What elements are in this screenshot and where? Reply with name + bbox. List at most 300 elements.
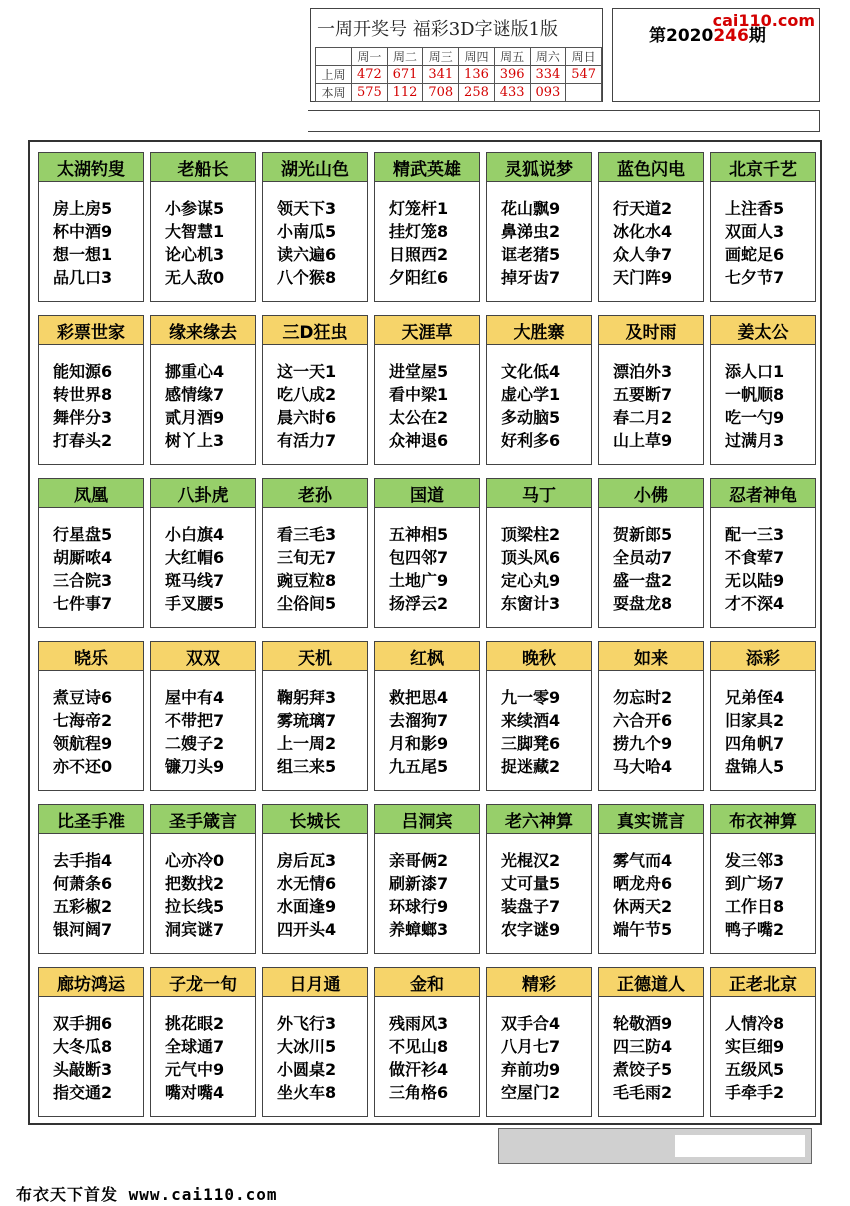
riddle-line: 行星盘5 bbox=[53, 525, 113, 544]
riddle-line: 五彩椒2 bbox=[53, 897, 113, 916]
riddle-cell bbox=[374, 478, 480, 628]
riddle-line: 领航程9 bbox=[53, 734, 113, 753]
cell-author-name: 忍者神龟 bbox=[711, 479, 815, 508]
cell-author-name: 太湖钓叟 bbox=[39, 153, 143, 182]
riddle-line: 配一三3 bbox=[725, 525, 785, 544]
riddle-line: 勿忘时2 bbox=[613, 688, 673, 707]
day-header: 周六 bbox=[530, 48, 566, 66]
cell-riddle-lines bbox=[599, 834, 703, 941]
cell-author-name: 如来 bbox=[599, 642, 703, 671]
cell-author-name: 圣手箴言 bbox=[151, 805, 255, 834]
cell-author-name: 灵狐说梦 bbox=[487, 153, 591, 182]
cell-riddle-lines bbox=[599, 345, 703, 452]
cell-riddle-lines bbox=[263, 834, 367, 941]
riddle-line: 屋中有4 bbox=[165, 688, 225, 707]
riddle-line: 吃一勺9 bbox=[725, 408, 785, 427]
riddle-line: 月和影9 bbox=[389, 734, 449, 753]
day-header: 周五 bbox=[494, 48, 530, 66]
cell-riddle-lines bbox=[375, 671, 479, 778]
riddle-cell bbox=[262, 804, 368, 954]
cell-author-name: 晓乐 bbox=[39, 642, 143, 671]
riddle-line: 四三防4 bbox=[613, 1037, 673, 1056]
riddle-line: 鞠躬拜3 bbox=[277, 688, 337, 707]
riddle-cell bbox=[150, 804, 256, 954]
riddle-line: 四开头4 bbox=[277, 920, 337, 939]
riddle-cell bbox=[150, 478, 256, 628]
riddle-line: 领天下3 bbox=[277, 199, 337, 218]
riddle-line: 夕阳红6 bbox=[389, 268, 449, 287]
riddle-cell bbox=[262, 478, 368, 628]
riddle-line: 看三毛3 bbox=[277, 525, 337, 544]
draw-number: 396 bbox=[494, 66, 530, 84]
riddle-cell bbox=[710, 478, 816, 628]
riddle-cell bbox=[710, 152, 816, 302]
cell-riddle-lines bbox=[263, 182, 367, 289]
riddle-line: 太公在2 bbox=[389, 408, 449, 427]
cell-author-name: 北京千艺 bbox=[711, 153, 815, 182]
cell-author-name: 老六神算 bbox=[487, 805, 591, 834]
riddle-line: 日照西2 bbox=[389, 245, 449, 264]
riddle-cell bbox=[598, 641, 704, 791]
riddle-line: 捞九个9 bbox=[613, 734, 673, 753]
riddle-line: 众神退6 bbox=[389, 431, 449, 450]
riddle-line: 头敲断3 bbox=[53, 1060, 113, 1079]
cell-author-name: 缘来缘去 bbox=[151, 316, 255, 345]
cell-author-name: 八卦虎 bbox=[151, 479, 255, 508]
riddle-grid bbox=[28, 140, 822, 1125]
riddle-line: 挪重心4 bbox=[165, 362, 225, 381]
cell-author-name: 天机 bbox=[263, 642, 367, 671]
riddle-line: 坐火车8 bbox=[277, 1083, 337, 1102]
riddle-line: 弃前功9 bbox=[501, 1060, 561, 1079]
riddle-line: 发三邻3 bbox=[725, 851, 785, 870]
riddle-cell bbox=[486, 152, 592, 302]
riddle-line: 灯笼杆1 bbox=[389, 199, 449, 218]
riddle-line: 捉迷藏2 bbox=[501, 757, 561, 776]
riddle-line: 洞宾谜7 bbox=[165, 920, 225, 939]
draw-number: 575 bbox=[352, 84, 388, 102]
cell-riddle-lines bbox=[39, 997, 143, 1104]
riddle-cell bbox=[486, 804, 592, 954]
riddle-line: 花山飘9 bbox=[501, 199, 561, 218]
riddle-line: 无人敌0 bbox=[165, 268, 225, 287]
cell-riddle-lines bbox=[151, 834, 255, 941]
riddle-cell bbox=[710, 804, 816, 954]
cell-author-name: 金和 bbox=[375, 968, 479, 997]
riddle-line: 转世界8 bbox=[53, 385, 113, 404]
cell-riddle-lines bbox=[711, 508, 815, 615]
cell-author-name: 双双 bbox=[151, 642, 255, 671]
riddle-line: 实巨细9 bbox=[725, 1037, 785, 1056]
riddle-line: 挑花眼2 bbox=[165, 1014, 225, 1033]
riddle-line: 外飞行3 bbox=[277, 1014, 337, 1033]
riddle-cell bbox=[374, 804, 480, 954]
riddle-cell bbox=[262, 152, 368, 302]
riddle-line: 行天道2 bbox=[613, 199, 673, 218]
draw-number: 671 bbox=[387, 66, 423, 84]
cell-author-name: 天涯草 bbox=[375, 316, 479, 345]
cell-riddle-lines bbox=[599, 508, 703, 615]
riddle-cell bbox=[374, 967, 480, 1117]
cell-riddle-lines bbox=[487, 345, 591, 452]
riddle-line: 挂灯笼8 bbox=[389, 222, 449, 241]
cell-riddle-lines bbox=[711, 671, 815, 778]
cell-author-name: 红枫 bbox=[375, 642, 479, 671]
footer-box-inner bbox=[675, 1135, 805, 1157]
riddle-line: 杯中酒9 bbox=[53, 222, 113, 241]
riddle-line: 三角格6 bbox=[389, 1083, 449, 1102]
riddle-line: 贰月酒9 bbox=[165, 408, 225, 427]
issue-box bbox=[612, 8, 820, 102]
draw-number: 112 bbox=[387, 84, 423, 102]
riddle-line: 小白旗4 bbox=[165, 525, 225, 544]
riddle-line: 土地广9 bbox=[389, 571, 449, 590]
cell-author-name: 老孙 bbox=[263, 479, 367, 508]
riddle-cell bbox=[710, 315, 816, 465]
riddle-line: 嘴对嘴4 bbox=[165, 1083, 225, 1102]
cell-author-name: 姜太公 bbox=[711, 316, 815, 345]
riddle-line: 顶梁柱2 bbox=[501, 525, 561, 544]
riddle-cell bbox=[374, 641, 480, 791]
riddle-line: 读六遍6 bbox=[277, 245, 337, 264]
riddle-line: 雾气而4 bbox=[613, 851, 673, 870]
riddle-line: 镰刀头9 bbox=[165, 757, 225, 776]
riddle-line: 双手拥6 bbox=[53, 1014, 113, 1033]
riddle-line: 去溜狗7 bbox=[389, 711, 449, 730]
riddle-line: 鼻涕虫2 bbox=[501, 222, 561, 241]
riddle-line: 旧家具2 bbox=[725, 711, 785, 730]
riddle-line: 尘俗间5 bbox=[277, 594, 337, 613]
riddle-cell bbox=[598, 315, 704, 465]
riddle-line: 组三来5 bbox=[277, 757, 337, 776]
riddle-line: 亲哥俩2 bbox=[389, 851, 449, 870]
riddle-line: 做汗衫4 bbox=[389, 1060, 449, 1079]
cell-author-name: 国道 bbox=[375, 479, 479, 508]
riddle-cell bbox=[486, 641, 592, 791]
riddle-line: 想一想1 bbox=[53, 245, 113, 264]
riddle-line: 过满月3 bbox=[725, 431, 785, 450]
cell-author-name: 及时雨 bbox=[599, 316, 703, 345]
riddle-line: 拉长线5 bbox=[165, 897, 225, 916]
cell-author-name: 精彩 bbox=[487, 968, 591, 997]
site-link[interactable]: cai110.com bbox=[712, 11, 815, 30]
cell-riddle-lines bbox=[487, 182, 591, 289]
riddle-line: 春二月2 bbox=[613, 408, 673, 427]
cell-author-name: 真实谎言 bbox=[599, 805, 703, 834]
riddle-line: 有活力7 bbox=[277, 431, 337, 450]
riddle-line: 包四邻7 bbox=[389, 548, 449, 567]
cell-riddle-lines bbox=[487, 508, 591, 615]
riddle-line: 毛毛雨2 bbox=[613, 1083, 673, 1102]
cell-riddle-lines bbox=[711, 182, 815, 289]
cell-riddle-lines bbox=[375, 182, 479, 289]
riddle-cell bbox=[38, 152, 144, 302]
this-week-label: 本周 bbox=[316, 84, 352, 102]
cell-riddle-lines bbox=[711, 997, 815, 1104]
cell-riddle-lines bbox=[263, 671, 367, 778]
riddle-line: 能知源6 bbox=[53, 362, 113, 381]
cell-author-name: 廊坊鸿运 bbox=[39, 968, 143, 997]
riddle-line: 到广场7 bbox=[725, 874, 785, 893]
day-header: 周一 bbox=[352, 48, 388, 66]
riddle-line: 心亦冷0 bbox=[165, 851, 225, 870]
riddle-line: 五神相5 bbox=[389, 525, 449, 544]
cell-riddle-lines bbox=[375, 508, 479, 615]
riddle-cell bbox=[150, 967, 256, 1117]
cell-riddle-lines bbox=[599, 182, 703, 289]
riddle-line: 定心丸9 bbox=[501, 571, 561, 590]
draw-number: 341 bbox=[423, 66, 459, 84]
separator-bar bbox=[308, 110, 820, 132]
cell-author-name: 正德道人 bbox=[599, 968, 703, 997]
cell-riddle-lines bbox=[711, 345, 815, 452]
riddle-line: 何萧条6 bbox=[53, 874, 113, 893]
riddle-line: 好利多6 bbox=[501, 431, 561, 450]
issue-suffix: 期 bbox=[748, 26, 766, 46]
cell-riddle-lines bbox=[487, 997, 591, 1104]
riddle-line: 二嫂子2 bbox=[165, 734, 225, 753]
issue-prefix: 第2020 bbox=[649, 26, 714, 46]
draw-number: 093 bbox=[530, 84, 566, 102]
riddle-line: 双面人3 bbox=[725, 222, 785, 241]
riddle-line: 房上房5 bbox=[53, 199, 113, 218]
cell-riddle-lines bbox=[151, 997, 255, 1104]
riddle-line: 诓老猪5 bbox=[501, 245, 561, 264]
cell-author-name: 凤凰 bbox=[39, 479, 143, 508]
issue-number bbox=[649, 21, 766, 46]
riddle-line: 水面逢9 bbox=[277, 897, 337, 916]
riddle-line: 不带把7 bbox=[165, 711, 225, 730]
riddle-line: 贺新郎5 bbox=[613, 525, 673, 544]
riddle-line: 装盘子7 bbox=[501, 897, 561, 916]
riddle-cell bbox=[38, 315, 144, 465]
riddle-line: 看中梁1 bbox=[389, 385, 449, 404]
cell-riddle-lines bbox=[39, 182, 143, 289]
cell-author-name: 湖光山色 bbox=[263, 153, 367, 182]
riddle-cell bbox=[262, 315, 368, 465]
riddle-line: 人情冷8 bbox=[725, 1014, 785, 1033]
riddle-line: 五要断7 bbox=[613, 385, 673, 404]
riddle-line: 文化低4 bbox=[501, 362, 561, 381]
riddle-line: 论心机3 bbox=[165, 245, 225, 264]
riddle-line: 空屋门2 bbox=[501, 1083, 561, 1102]
cell-riddle-lines bbox=[487, 834, 591, 941]
riddle-line: 胡厮哝4 bbox=[53, 548, 113, 567]
riddle-line: 煮豆诗6 bbox=[53, 688, 113, 707]
riddle-line: 晒龙舟6 bbox=[613, 874, 673, 893]
cell-author-name: 精武英雄 bbox=[375, 153, 479, 182]
riddle-line: 众人争7 bbox=[613, 245, 673, 264]
riddle-line: 上注香5 bbox=[725, 199, 785, 218]
riddle-line: 水无情6 bbox=[277, 874, 337, 893]
riddle-line: 三脚凳6 bbox=[501, 734, 561, 753]
riddle-line: 三旬无7 bbox=[277, 548, 337, 567]
footer-text: 布衣天下首发 www.cai110.com bbox=[16, 1185, 278, 1204]
riddle-line: 无以陆9 bbox=[725, 571, 785, 590]
riddle-line: 不食荤7 bbox=[725, 548, 785, 567]
riddle-line: 七海帝2 bbox=[53, 711, 113, 730]
cell-author-name: 晚秋 bbox=[487, 642, 591, 671]
riddle-line: 掉牙齿7 bbox=[501, 268, 561, 287]
riddle-line: 感情缘7 bbox=[165, 385, 225, 404]
riddle-cell bbox=[374, 152, 480, 302]
riddle-line: 小南瓜5 bbox=[277, 222, 337, 241]
riddle-line: 斑马线7 bbox=[165, 571, 225, 590]
riddle-line: 养蟑螂3 bbox=[389, 920, 449, 939]
riddle-line: 煮饺子5 bbox=[613, 1060, 673, 1079]
riddle-line: 晨六时6 bbox=[277, 408, 337, 427]
cell-riddle-lines bbox=[711, 834, 815, 941]
riddle-line: 全员动7 bbox=[613, 548, 673, 567]
riddle-line: 扬浮云2 bbox=[389, 594, 449, 613]
cell-riddle-lines bbox=[599, 997, 703, 1104]
riddle-cell bbox=[150, 315, 256, 465]
draw-number: 136 bbox=[459, 66, 495, 84]
riddle-cell bbox=[486, 315, 592, 465]
riddle-line: 刷新漆7 bbox=[389, 874, 449, 893]
riddle-line: 马大哈4 bbox=[613, 757, 673, 776]
cell-riddle-lines bbox=[39, 671, 143, 778]
cell-riddle-lines bbox=[375, 997, 479, 1104]
day-header: 周三 bbox=[423, 48, 459, 66]
riddle-line: 这一天1 bbox=[277, 362, 337, 381]
riddle-cell bbox=[262, 641, 368, 791]
riddle-line: 休两天2 bbox=[613, 897, 673, 916]
riddle-line: 小圆桌2 bbox=[277, 1060, 337, 1079]
riddle-line: 顶头风6 bbox=[501, 548, 561, 567]
cell-author-name: 彩票世家 bbox=[39, 316, 143, 345]
cell-riddle-lines bbox=[487, 671, 591, 778]
riddle-cell bbox=[150, 152, 256, 302]
day-header: 周日 bbox=[566, 48, 602, 66]
riddle-line: 大冰川5 bbox=[277, 1037, 337, 1056]
draw-number: 334 bbox=[530, 66, 566, 84]
riddle-line: 七件事7 bbox=[53, 594, 113, 613]
cell-riddle-lines bbox=[599, 671, 703, 778]
riddle-line: 把数找2 bbox=[165, 874, 225, 893]
cell-author-name: 布衣神算 bbox=[711, 805, 815, 834]
cell-author-name: 比圣手准 bbox=[39, 805, 143, 834]
cell-author-name: 长城长 bbox=[263, 805, 367, 834]
riddle-line: 天门阵9 bbox=[613, 268, 673, 287]
riddle-line: 冰化水4 bbox=[613, 222, 673, 241]
cell-author-name: 三D狂虫 bbox=[263, 316, 367, 345]
riddle-line: 盛一盘2 bbox=[613, 571, 673, 590]
riddle-line: 进堂屋5 bbox=[389, 362, 449, 381]
riddle-line: 八个猴8 bbox=[277, 268, 337, 287]
riddle-line: 丈可量5 bbox=[501, 874, 561, 893]
draw-number bbox=[566, 84, 602, 102]
riddle-line: 手叉腰5 bbox=[165, 594, 225, 613]
cell-riddle-lines bbox=[39, 345, 143, 452]
riddle-line: 指交通2 bbox=[53, 1083, 113, 1102]
riddle-line: 去手指4 bbox=[53, 851, 113, 870]
riddle-line: 九一零9 bbox=[501, 688, 561, 707]
cell-riddle-lines bbox=[151, 182, 255, 289]
riddle-line: 吃八成2 bbox=[277, 385, 337, 404]
cell-author-name: 马丁 bbox=[487, 479, 591, 508]
riddle-line: 才不深4 bbox=[725, 594, 785, 613]
cell-author-name: 子龙一旬 bbox=[151, 968, 255, 997]
riddle-cell bbox=[262, 967, 368, 1117]
cell-author-name: 添彩 bbox=[711, 642, 815, 671]
riddle-cell bbox=[486, 478, 592, 628]
draw-number: 708 bbox=[423, 84, 459, 102]
this-week-row bbox=[316, 84, 602, 102]
riddle-line: 小参谋5 bbox=[165, 199, 225, 218]
last-week-label: 上周 bbox=[316, 66, 352, 84]
cell-author-name: 正老北京 bbox=[711, 968, 815, 997]
riddle-cell bbox=[38, 641, 144, 791]
riddle-line: 五级风5 bbox=[725, 1060, 785, 1079]
cell-author-name: 小佛 bbox=[599, 479, 703, 508]
riddle-cell bbox=[38, 804, 144, 954]
cell-riddle-lines bbox=[39, 834, 143, 941]
riddle-line: 双手合4 bbox=[501, 1014, 561, 1033]
riddle-line: 亦不还0 bbox=[53, 757, 113, 776]
riddle-line: 树丫上3 bbox=[165, 431, 225, 450]
riddle-line: 漂泊外3 bbox=[613, 362, 673, 381]
riddle-cell bbox=[486, 967, 592, 1117]
riddle-line: 环球行9 bbox=[389, 897, 449, 916]
riddle-cell bbox=[598, 967, 704, 1117]
last-week-row bbox=[316, 66, 602, 84]
riddle-line: 一帆顺8 bbox=[725, 385, 785, 404]
riddle-cell bbox=[598, 152, 704, 302]
cell-riddle-lines bbox=[263, 997, 367, 1104]
draw-number: 433 bbox=[494, 84, 530, 102]
riddle-cell bbox=[374, 315, 480, 465]
riddle-line: 不见山8 bbox=[389, 1037, 449, 1056]
draw-results-table bbox=[315, 47, 602, 102]
cell-author-name: 大胜寨 bbox=[487, 316, 591, 345]
riddle-line: 光棍汉2 bbox=[501, 851, 561, 870]
riddle-line: 虚心学1 bbox=[501, 385, 561, 404]
cell-riddle-lines bbox=[151, 671, 255, 778]
riddle-cell bbox=[38, 967, 144, 1117]
riddle-line: 盘锦人5 bbox=[725, 757, 785, 776]
riddle-line: 鸭子嘴2 bbox=[725, 920, 785, 939]
riddle-line: 打春头2 bbox=[53, 431, 113, 450]
issue-number-highlight: 246 bbox=[713, 26, 749, 46]
cell-author-name: 老船长 bbox=[151, 153, 255, 182]
riddle-line: 农字谜9 bbox=[501, 920, 561, 939]
riddle-line: 品几口3 bbox=[53, 268, 113, 287]
riddle-line: 七夕节7 bbox=[725, 268, 785, 287]
riddle-line: 兄弟侄4 bbox=[725, 688, 785, 707]
riddle-line: 四角帆7 bbox=[725, 734, 785, 753]
riddle-line: 端午节5 bbox=[613, 920, 673, 939]
day-header: 周二 bbox=[387, 48, 423, 66]
riddle-cell bbox=[710, 641, 816, 791]
footer-box bbox=[498, 1128, 812, 1164]
days-row bbox=[316, 48, 602, 66]
cell-riddle-lines bbox=[151, 508, 255, 615]
riddle-line: 六合开6 bbox=[613, 711, 673, 730]
draw-number: 472 bbox=[352, 66, 388, 84]
riddle-line: 房后瓦3 bbox=[277, 851, 337, 870]
cell-author-name: 吕洞宾 bbox=[375, 805, 479, 834]
draw-number: 258 bbox=[459, 84, 495, 102]
cell-riddle-lines bbox=[263, 345, 367, 452]
riddle-line: 全球通7 bbox=[165, 1037, 225, 1056]
cell-riddle-lines bbox=[375, 834, 479, 941]
riddle-line: 山上草9 bbox=[613, 431, 673, 450]
riddle-cell bbox=[598, 804, 704, 954]
riddle-cell bbox=[598, 478, 704, 628]
riddle-line: 残雨风3 bbox=[389, 1014, 449, 1033]
riddle-cell bbox=[38, 478, 144, 628]
